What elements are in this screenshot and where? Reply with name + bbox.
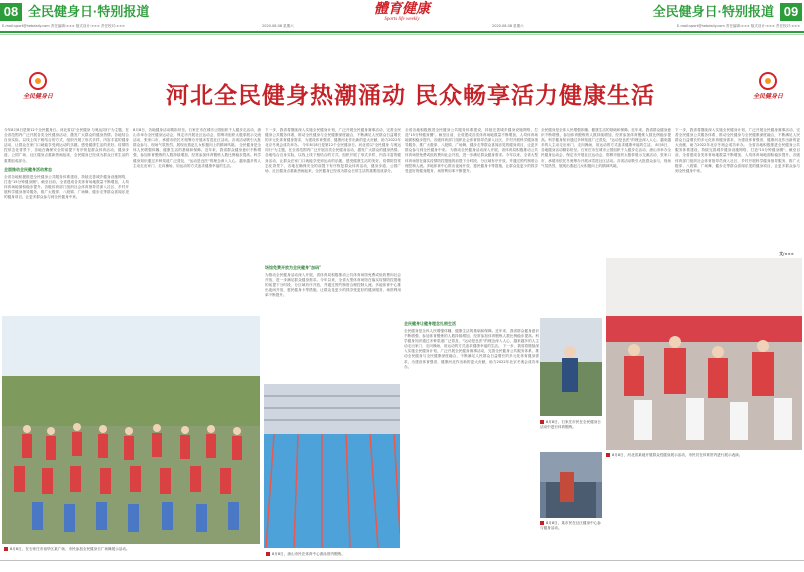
article-column-5 <box>405 128 538 310</box>
photo-group-exercise-graphic <box>606 258 802 450</box>
section-subhead: 场馆免费开放为全民健身"加码" <box>265 265 322 270</box>
emblem-ring-icon <box>759 72 777 90</box>
article-paragraph: 下一步，我省将继续深入实施全民健身计划，广泛开展全民健身赛事活动，完善全民健身公共服务体系，推动全民健身与全民健康深度融合，不断满足人民群众日益增长的多元化体育健身需求，为建设体育强省、健康河北作出新的更大贡献，助力2022年北京冬奥会成功举办。 <box>675 128 800 148</box>
caption-text: 8月8日，某市民在社区健身中心参与健身活动。 <box>540 521 601 530</box>
photo-square-dance-graphic <box>2 316 260 544</box>
photo-group-exercise <box>606 258 802 450</box>
right-date: 2020.08.08 星期六 <box>492 24 524 28</box>
masthead <box>344 2 460 23</box>
photo-gym <box>540 452 602 518</box>
header-rule <box>0 31 804 33</box>
article-column-4 <box>265 262 401 382</box>
article-paragraph: 全省各地积极推进全民健身公共服务体系建设，持续完善城乡健身设施网络，打造"15分钟健身圈"。截至目前，全省建成各类体育场地数量不断增加，人均体育场地面积稳步提升。各级体育部门组织社会体育指导员深入社区、乡村开展科学健身指导服务，推广太极拳、八段锦、广场舞、健步走等群众喜闻乐见的健身项目，让更多群众参与到全民健身中来。 <box>675 143 800 173</box>
photo-caption-3 <box>540 420 602 430</box>
article-paragraph: 下一步，我省将继续深入实施全民健身计划，广泛开展全民健身赛事活动，完善全民健身公共服务体系，推动全民健身与全民健康深度融合，不断满足人民群众日益增长的多元化体育健身需求，为建设体育强省、健康河北作出新的更大贡献，助力2022年北京冬奥会成功举办。 <box>404 344 539 369</box>
article-paragraph: 全民健身是全体人民增强体魄、健康生活的基础和保障。近年来，我省群众健身意识不断增强，参加体育锻炼的人数持续增加，经常参加体育锻炼人数比例稳步提高。科学健身知识通过多种渠道广泛普及，"运动是良医"的理念深入人心，越来越多的人主动走出家门、走向操场，用运动的方式追求健康幸福的生活。 <box>404 329 539 349</box>
fitness-day-emblem-left <box>22 72 54 104</box>
emblem-ring-icon <box>29 72 47 90</box>
article-column-7 <box>675 128 800 250</box>
photo-caption-5 <box>606 453 802 458</box>
caption-text: 8月8日，在石家庄市裕华区某广场，市民参加全民健身日广场舞展示活动。 <box>10 547 130 551</box>
caption-text: 8月8日，唐山市民在体育中心游泳馆内锻炼。 <box>272 552 345 556</box>
left-header-meta: E-mail:sport@hebdaily.com 责任编辑:××× 版式设计:××× 责任校对:××× <box>2 24 125 28</box>
article-paragraph: 为推动全民健身活动深入开展，省体育局积极推动公共体育场馆免费或低收费向社会开放，进一步满足群众健身需求。今年以来，全省大型体育场馆在落实疫情防控措施的前提下分时段、分区域有序开放，并通过预约制度合理控制人流。多地体育中心推出夜间开放、惠民健身卡等措施，让群众花更少的钱享受更好的健身服务，场馆利用率不断提升。 <box>405 148 538 173</box>
article-paragraph: 下一步，我省将继续深入实施全民健身计划，广泛开展全民健身赛事活动，完善全民健身公共服务体系，推动全民健身与全民健康深度融合，不断满足人民群众日益增长的多元化体育健身需求，为建设体育强省、健康河北作出新的更大贡献，助力2022年北京冬奥会成功举办。 <box>265 128 401 148</box>
caption-marker-icon <box>540 521 544 525</box>
photo-gym-graphic <box>540 452 602 518</box>
article-paragraph: 为推动全民健身活动深入开展，省体育局积极推动公共体育场馆免费或低收费向社会开放，进一步满足群众健身需求。今年以来，全省大型体育场馆在落实疫情防控措施的前提下分时段、分区域有序开放，并通过预约制度合理控制人流。多地体育中心推出夜间开放、惠民健身卡等措施，让群众花更少的钱享受更好的健身服务，场馆利用率不断提升。 <box>265 273 401 298</box>
right-header-meta: E-mail:sport@hebdaily.com 责任编辑:××× 版式设计:××× 责任校对:××× <box>677 24 800 28</box>
photo-outdoor-exercise <box>540 318 602 416</box>
article-paragraph: 8月8日，各地健身活动精彩纷呈。石家庄市在城市公园组织千人健步走活动，唐山市举办全民健身运动会，保定市开展社区运动会，邯郸市组织太极拳展示交流活动，张家口市、承德市依托冬奥筹办开展冰雪进社区活动。各项活动吸引大批群众参与，现场气氛热烈，展现出燕赵儿女积极向上的精神风貌。 <box>133 128 261 148</box>
emblem-text: 全民健身日 <box>752 93 783 100</box>
article-column-1 <box>4 128 129 310</box>
photo-outdoor-exercise-graphic <box>540 318 602 416</box>
caption-text: 8月8日，河北省某地开展群众性健身展示活动，市民们在体育馆内进行展示表演。 <box>612 453 743 457</box>
right-page-number: 09 <box>780 3 802 21</box>
article-paragraph: 今年8月8日是第12个全民健身日。河北省以"全民健身 与奥运同行"为主题，在全省范围内广泛开展各类全民健身活动，激发广大群众的健身热情。各地结合自身实际，以线上线下相结合的方式，组织开展了形式多样、内容丰富的健身活动，让群众在家门口就能享受到运动的乐趣，感受健康生活的美好。疫情防控常态化背景下，各地在确保安全的前提下有序恢复群众体育活动，健身步道、公园广场、社区健身点重新热闹起来，全民健身已经成为群众日常生活的重要组成部分。 <box>265 143 401 173</box>
article-paragraph: 8月8日，各地健身活动精彩纷呈。石家庄市在城市公园组织千人健步走活动，唐山市举办全民健身运动会，保定市开展社区运动会，邯郸市组织太极拳展示交流活动，张家口市、承德市依托冬奥筹办开展冰雪进社区活动。各项活动吸引大批群众参与，现场气氛热烈，展现出燕赵儿女积极向上的精神风貌。 <box>541 143 671 168</box>
article-paragraph: 全民健身是全体人民增强体魄、健康生活的基础和保障。近年来，我省群众健身意识不断增强，参加体育锻炼的人数持续增加，经常参加体育锻炼人数比例稳步提高。科学健身知识通过多种渠道广泛普及，"运动是良医"的理念深入人心，越来越多的人主动走出家门、走向操场，用运动的方式追求健康幸福的生活。 <box>541 128 671 148</box>
left-section-title: 全民健身日·特别报道 <box>28 4 150 19</box>
article-paragraph: 今年8月8日是第12个全民健身日。河北省以"全民健身 与奥运同行"为主题，在全省范围内广泛开展各类全民健身活动，激发广大群众的健身热情。各地结合自身实际，以线上线下相结合的方式，组织开展了形式多样、内容丰富的健身活动，让群众在家门口就能享受到运动的乐趣，感受健康生活的美好。疫情防控常态化背景下，各地在确保安全的前提下有序恢复群众体育活动，健身步道、公园广场、社区健身点重新热闹起来，全民健身已经成为群众日常生活的重要组成部分。 <box>4 128 129 163</box>
masthead-logo: 體育健康 <box>374 1 430 17</box>
left-date: 2020.08.08 星期六 <box>262 24 294 28</box>
caption-marker-icon <box>540 420 544 424</box>
section-subhead: 全民健身让健身理念扎根生活 <box>404 321 456 326</box>
caption-marker-icon <box>4 547 8 551</box>
article-paragraph: 全省各地积极推进全民健身公共服务体系建设，持续完善城乡健身设施网络，打造"15分钟健身圈"。截至目前，全省建成各类体育场地数量不断增加，人均体育场地面积稳步提升。各级体育部门组织社会体育指导员深入社区、乡村开展科学健身指导服务，推广太极拳、八段锦、广场舞、健步走等群众喜闻乐见的健身项目，让更多群众参与到全民健身中来。 <box>405 128 538 153</box>
caption-marker-icon <box>606 453 610 457</box>
masthead-english: Sports life weekly <box>384 17 420 22</box>
photo-caption-4 <box>540 521 602 531</box>
caption-marker-icon <box>266 552 270 556</box>
photo-square-dance <box>2 316 260 544</box>
footer-rule <box>0 560 804 561</box>
header-rule-thin <box>0 34 804 35</box>
article-paragraph: 全民健身是全体人民增强体魄、健康生活的基础和保障。近年来，我省群众健身意识不断增强，参加体育锻炼的人数持续增加，经常参加体育锻炼人数比例稳步提高。科学健身知识通过多种渠道广泛普及，"运动是良医"的理念深入人心，越来越多的人主动走出家门、走向操场，用运动的方式追求健康幸福的生活。 <box>133 143 261 168</box>
fitness-day-emblem-right <box>752 72 784 104</box>
page-headline: 河北全民健身热潮涌动 民众畅享活力健康生活 <box>166 82 656 109</box>
left-page-number: 08 <box>0 3 22 21</box>
author-byline: 文/××× <box>779 251 794 256</box>
photo-swimming-pool-graphic <box>264 384 400 548</box>
emblem-text: 全民健身日 <box>22 93 53 100</box>
article-column-2 <box>133 128 261 310</box>
photo-caption-2 <box>266 552 400 557</box>
page-header <box>0 0 804 40</box>
right-section-title: 全民健身日·特别报道 <box>652 4 774 19</box>
photo-caption-1 <box>4 547 260 552</box>
article-column-8 <box>404 318 539 448</box>
photo-swimming-pool <box>264 384 400 548</box>
article-paragraph: 全省各地积极推进全民健身公共服务体系建设，持续完善城乡健身设施网络，打造"15分钟健身圈"。截至目前，全省建成各类体育场地数量不断增加，人均体育场地面积稳步提升。各级体育部门组织社会体育指导员深入社区、乡村开展科学健身指导服务，推广太极拳、八段锦、广场舞、健步走等群众喜闻乐见的健身项目，让更多群众参与到全民健身中来。 <box>4 174 129 200</box>
caption-text: 8月8日，石家庄市民在全民健身日活动中进行体育锻炼。 <box>540 420 601 429</box>
section-subhead: 全面推动全民健身活动常态 <box>4 166 52 172</box>
